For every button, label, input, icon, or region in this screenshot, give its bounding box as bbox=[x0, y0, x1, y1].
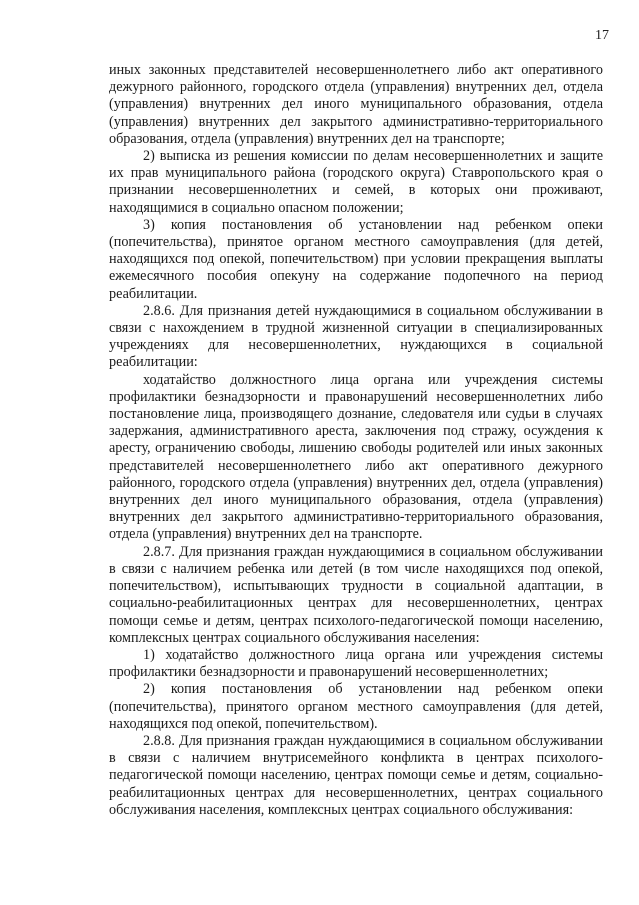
document-body bbox=[109, 62, 603, 819]
paragraph-item-2: 2) выписка из решения комиссии по делам несовершеннолетних и защите их прав муниципального района (городского округа) Ставропольского края о признании несовершеннолетних и семей, в которых они проживают, находящимися в социально опасном положении; bbox=[109, 148, 603, 216]
page-number: 17 bbox=[595, 28, 609, 43]
paragraph-item-3: 3) копия постановления об установлении над ребенком опеки (попечительства), принятое органом местного самоуправления (для детей, находящихся под опекой, попечительством) при условии прекращения выплаты ежемесячного пособия опекуну на содержание подопечного на период реабилитации. bbox=[109, 216, 603, 302]
paragraph-section-2-8-7-item-1: 1) ходатайство должностного лица органа или учреждения системы профилактики безнадзорности и правонарушений несовершеннолетних; bbox=[109, 646, 603, 681]
paragraph-continuation: иных законных представителей несовершеннолетнего либо акт оперативного дежурного районного, городского отдела (управления) внутренних дел, отдела (управления) внутренних дел иного муниципального образования, отдела (управления) внутренних дел закрытого административно-территориального образования, отдела (управления) внутренних дел на транспорте; bbox=[109, 62, 603, 147]
paragraph-section-2-8-6-body: ходатайство должностного лица органа или учреждения системы профилактики безнадзорности и правонарушений несовершеннолетних либо постановление лица, производящего дознание, следователя или судьи в случаях задержания, административного ареста, заключения под стражу, осуждения к аресту, ограничению свободы, лишению свободы родителей или иных законных представителей несовершеннолетнего либо акт оперативного дежурного районного, городского отдела (управления) внутренних дел, отдела (управления) внутренних дел иного муниципального образования, отдела (управления) внутренних дел закрытого административно-территориального образования, отдела (управления) внутренних дел на транспорте. bbox=[109, 371, 603, 543]
paragraph-section-2-8-7: 2.8.7. Для признания граждан нуждающимися в социальном обслуживании в связи с наличием ребенка или детей (в том числе находящихся под опекой, попечительством), испытывающих трудности в социальной адаптации, в социально-реабилитационных центрах для несовершеннолетних, центрах помощи семье и детям, центрах психолого-педагогической помощи населению, комплексных центрах социального обслуживания населения: bbox=[109, 543, 603, 646]
paragraph-section-2-8-6: 2.8.6. Для признания детей нуждающимися в социальном обслуживании в связи с нахождением в трудной жизненной ситуации в специализированных учреждениях для несовершеннолетних, нуждающихся в социальной реабилитации: bbox=[109, 302, 603, 371]
paragraph-section-2-8-7-item-2: 2) копия постановления об установлении над ребенком опеки (попечительства), принятого органом местного самоуправления (для детей, находящихся под опекой, попечительством). bbox=[109, 681, 603, 732]
paragraph-section-2-8-8: 2.8.8. Для признания граждан нуждающимися в социальном обслуживании в связи с наличием внутрисемейного конфликта в центрах психолого-педагогической помощи населению, центрах помощи семье и детям, социально-реабилитационных центрах для несовершеннолетних, центрах социального обслуживания населения, комплексных центрах социального обслуживания: bbox=[109, 732, 603, 818]
